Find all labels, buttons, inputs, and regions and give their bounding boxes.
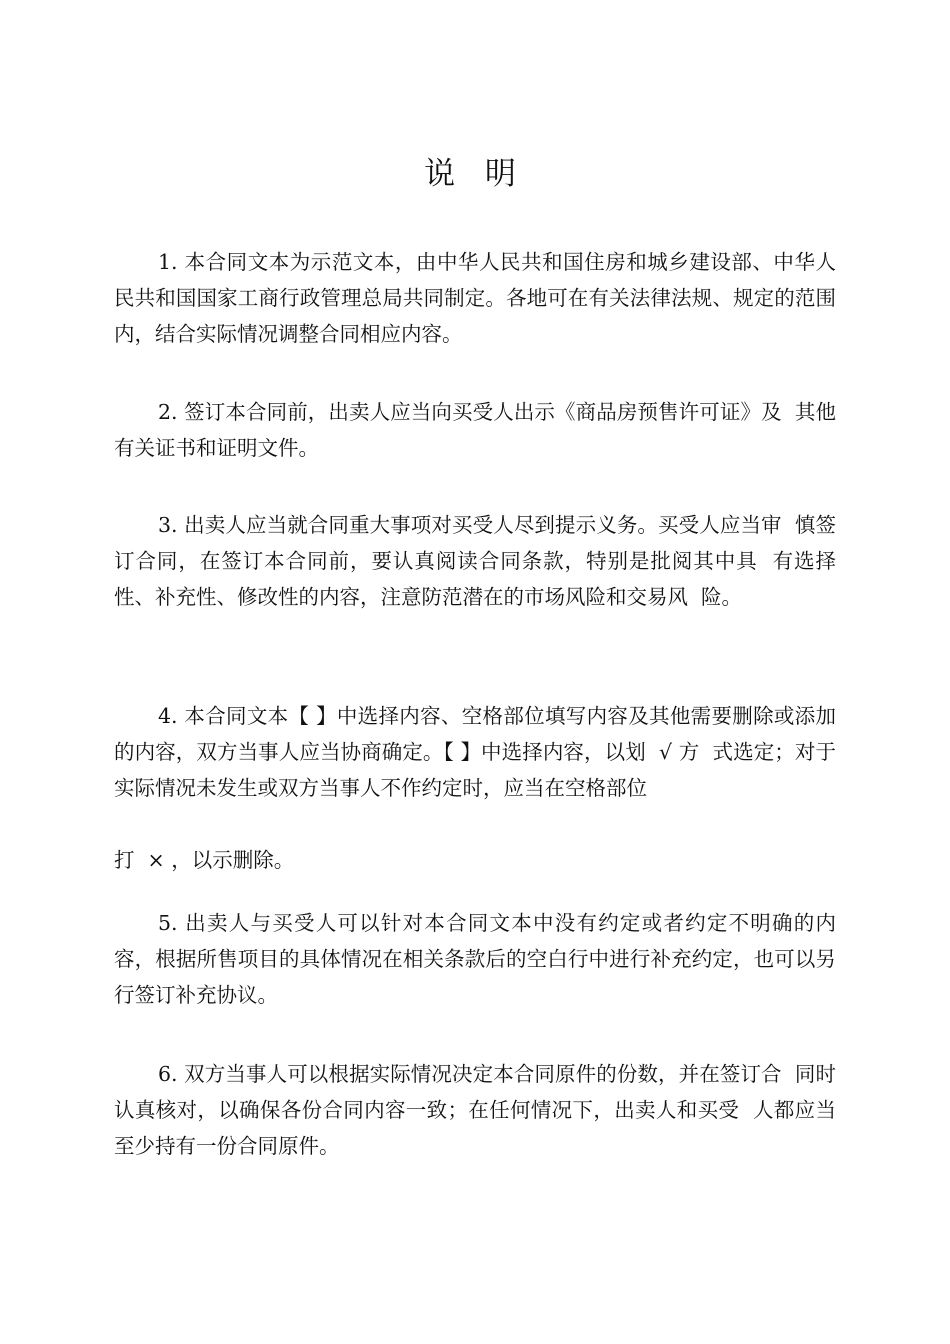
paragraph-6: 6. 双方当事人可以根据实际情况决定本合同原件的份数，并在签订合 同时认真核对，以确保各份合同内容一致；在任何情况下，出卖人和买受 人都应当至少持有一份合同原件。 [114,1062,836,1158]
paragraph-4: 4. 本合同文本【 】中选择内容、空格部位填写内容及其他需要删除或添加的内容，双方当事人应当协商确定。【 】中选择内容，以划 √ 方 式选定；对于实际情况未发生或双方当事人不作约定时，应当在空格部位 [114,704,836,800]
paragraph-3: 3. 出卖人应当就合同重大事项对买受人尽到提示义务。买受人应当审 慎签订合同，在签订本合同前，要认真阅读合同条款，特别是批阅其中具 有选择性、补充性、修改性的内容，注意防范潜在的市场风险和交易风 险。 [114,513,836,609]
page-title: 说 明 [424,156,526,192]
paragraph-5: 5. 出卖人与买受人可以针对本合同文本中没有约定或者约定不明确的内容，根据所售项目的具体情况在相关条款后的空白行中进行补充约定，也可以另行签订补充协议。 [114,911,836,1007]
paragraph-4-continuation: 打 × ，以示删除。 [114,848,295,872]
paragraph-1: 1. 本合同文本为示范文本，由中华人民共和国住房和城乡建设部、中华人民共和国国家工商行政管理总局共同制定。各地可在有关法律法规、规定的范围内，结合实际情况调整合同相应内容。 [114,250,836,346]
paragraph-2: 2. 签订本合同前，出卖人应当向买受人出示《商品房预售许可证》及 其他有关证书和证明文件。 [114,400,836,460]
